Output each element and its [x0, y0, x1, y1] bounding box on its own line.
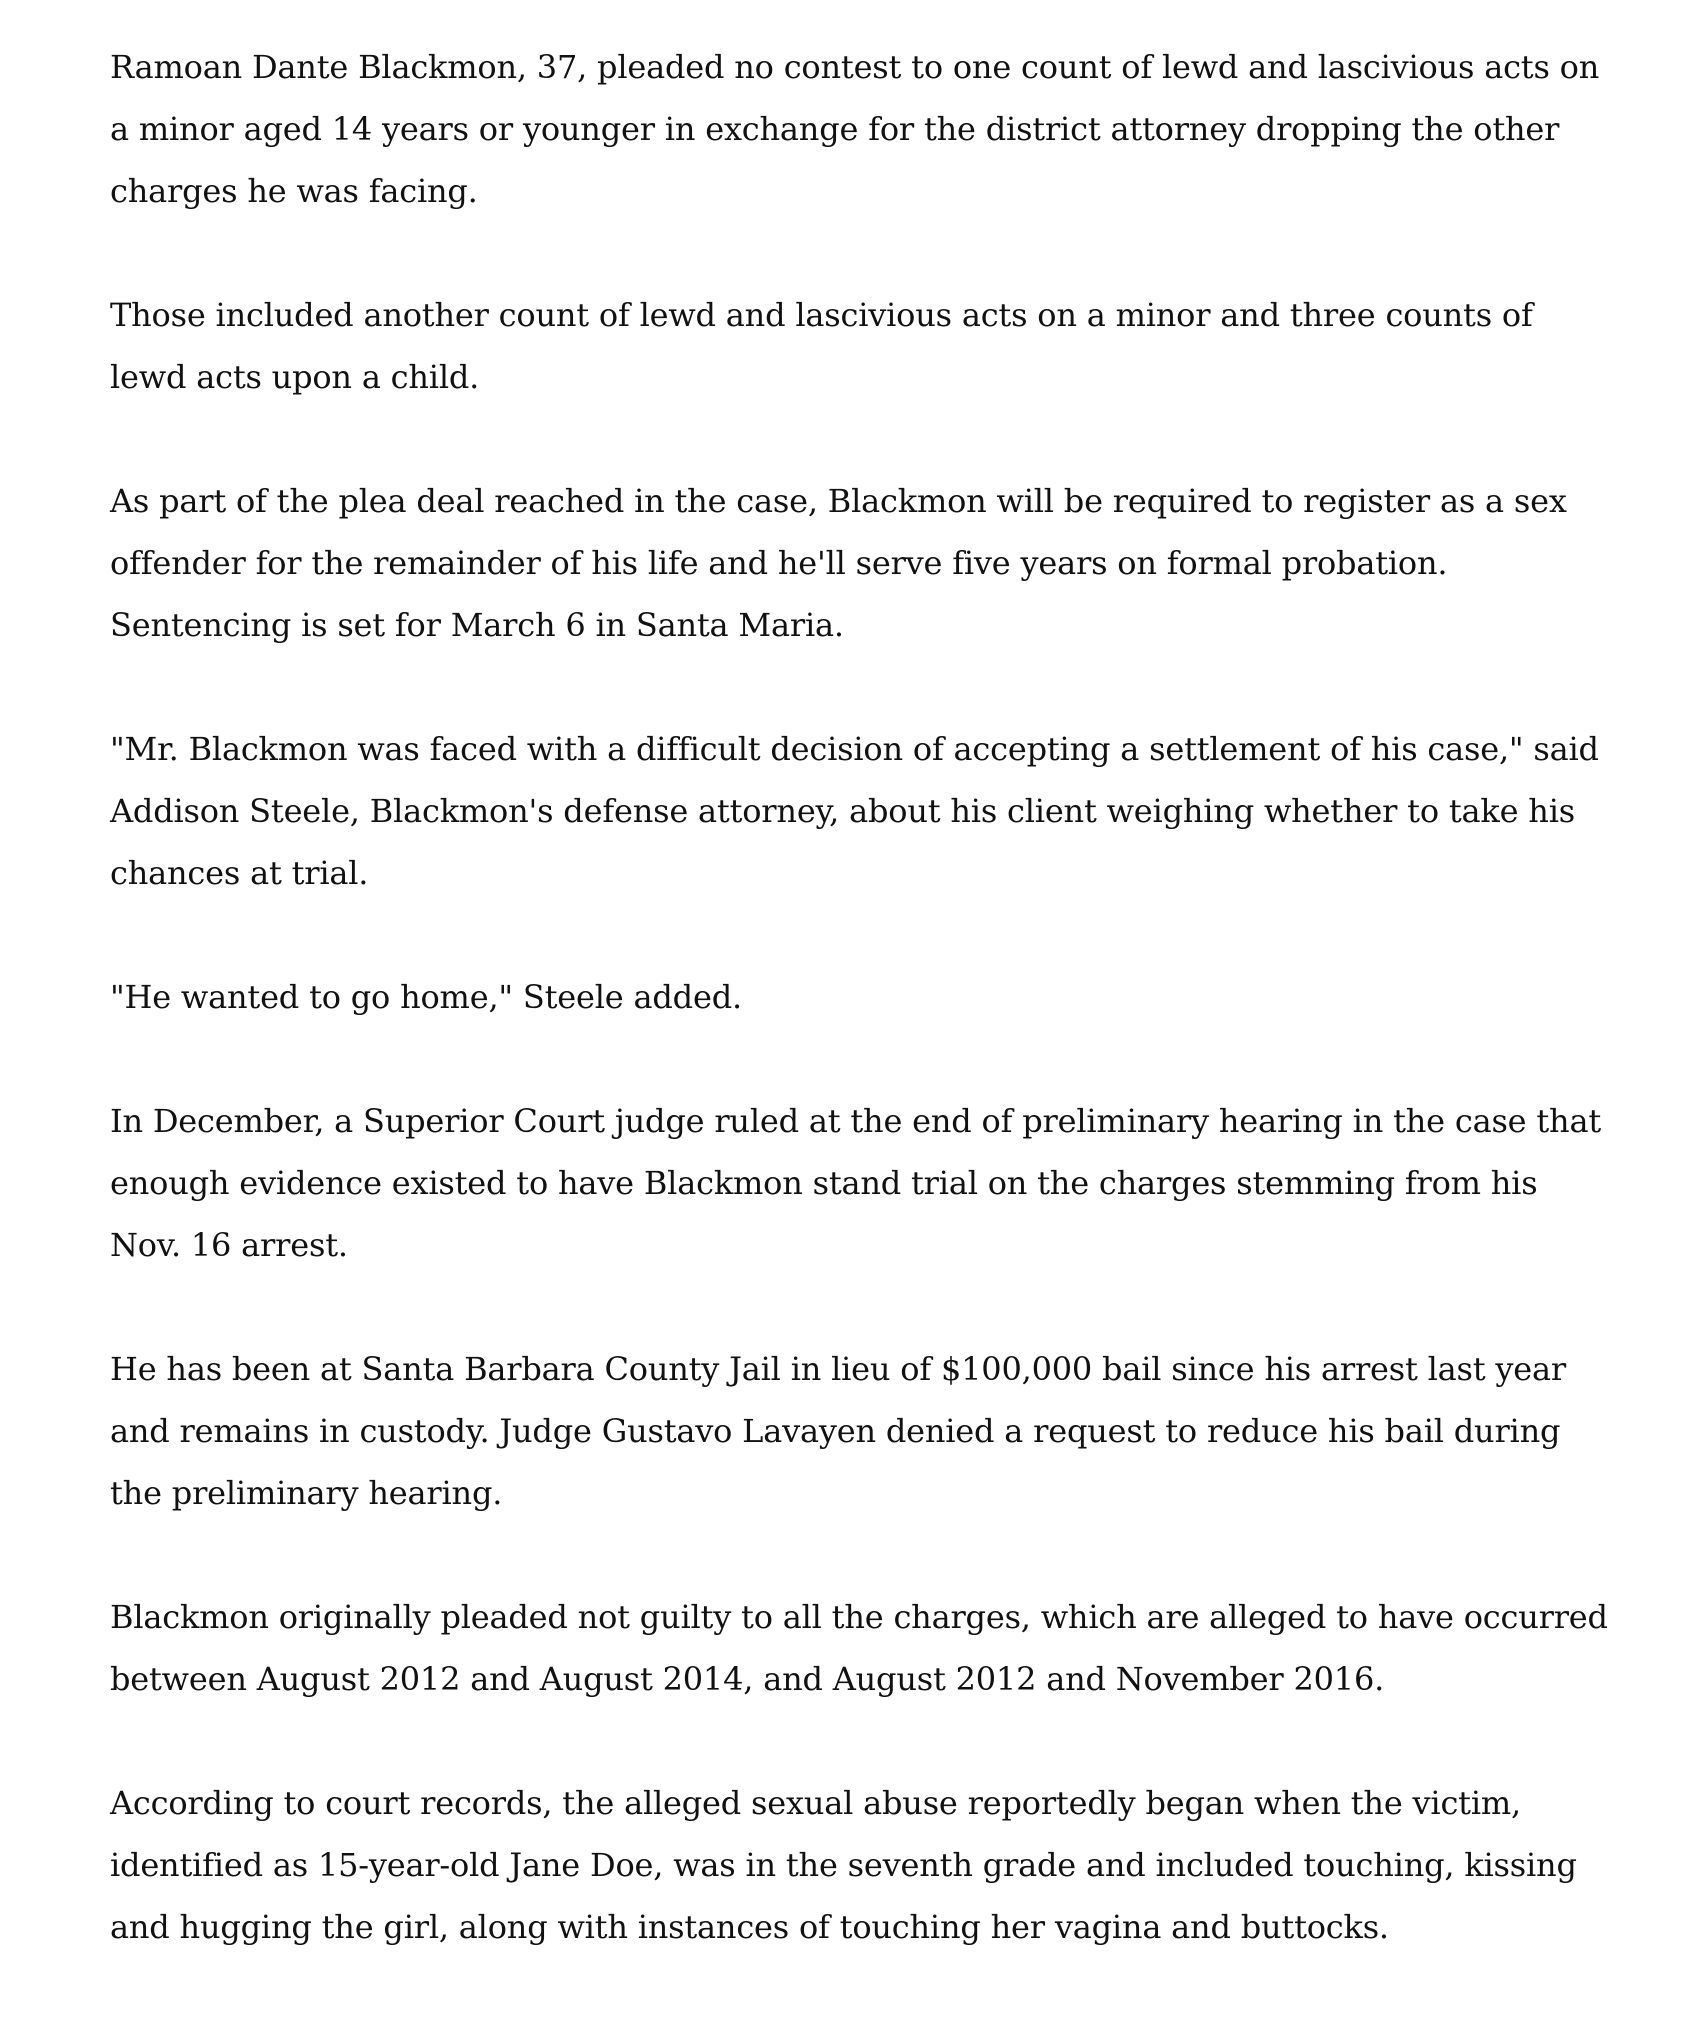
paragraph-dropped-charges: Those included another count of lewd and lascivious acts on a minor and three counts of lewd acts upon a child. — [110, 296, 1533, 396]
paragraph-custody: He has been at Santa Barbara County Jail in lieu of $100,000 bail since his arrest last year and remains in custody. Judge Gustavo Lavayen denied a request to reduce his bail during the preliminary hearing. — [110, 1350, 1566, 1512]
paragraph-preliminary-hearing: In December, a Superior Court judge ruled at the end of preliminary hearing in the case that enough evidence existed to have Blackmon stand trial on the charges stemming from his Nov. 16 arrest. — [110, 1102, 1601, 1264]
paragraph-plea: Ramoan Dante Blackmon, 37, pleaded no contest to one count of lewd and lascivious acts on a minor aged 14 years or younger in exchange for the district attorney dropping the other charges he was facing. — [110, 48, 1600, 210]
paragraph-defense-quote: "Mr. Blackmon was faced with a difficult decision of accepting a settlement of his case," said Addison Steele, Blackmon's defense attorney, about his client weighing whether to take his chances at trial. — [110, 730, 1599, 892]
article-body — [110, 36, 1610, 2020]
paragraph-home-quote: "He wanted to go home," Steele added. — [110, 978, 742, 1016]
paragraph-plea-deal: As part of the plea deal reached in the case, Blackmon will be required to register as a sex offender for the remainder of his life and he'll serve five years on formal probation. Sentencing is set for March 6 in Santa Maria. — [110, 482, 1567, 644]
paragraph-court-records: According to court records, the alleged sexual abuse reportedly began when the victim, identified as 15-year-old Jane Doe, was in the seventh grade and included touching, kissing and hugging the girl, along with instances of touching her vagina and buttocks. — [110, 1784, 1577, 1946]
paragraph-original-plea: Blackmon originally pleaded not guilty to all the charges, which are alleged to have occurred between August 2012 and August 2014, and August 2012 and November 2016. — [110, 1598, 1608, 1698]
